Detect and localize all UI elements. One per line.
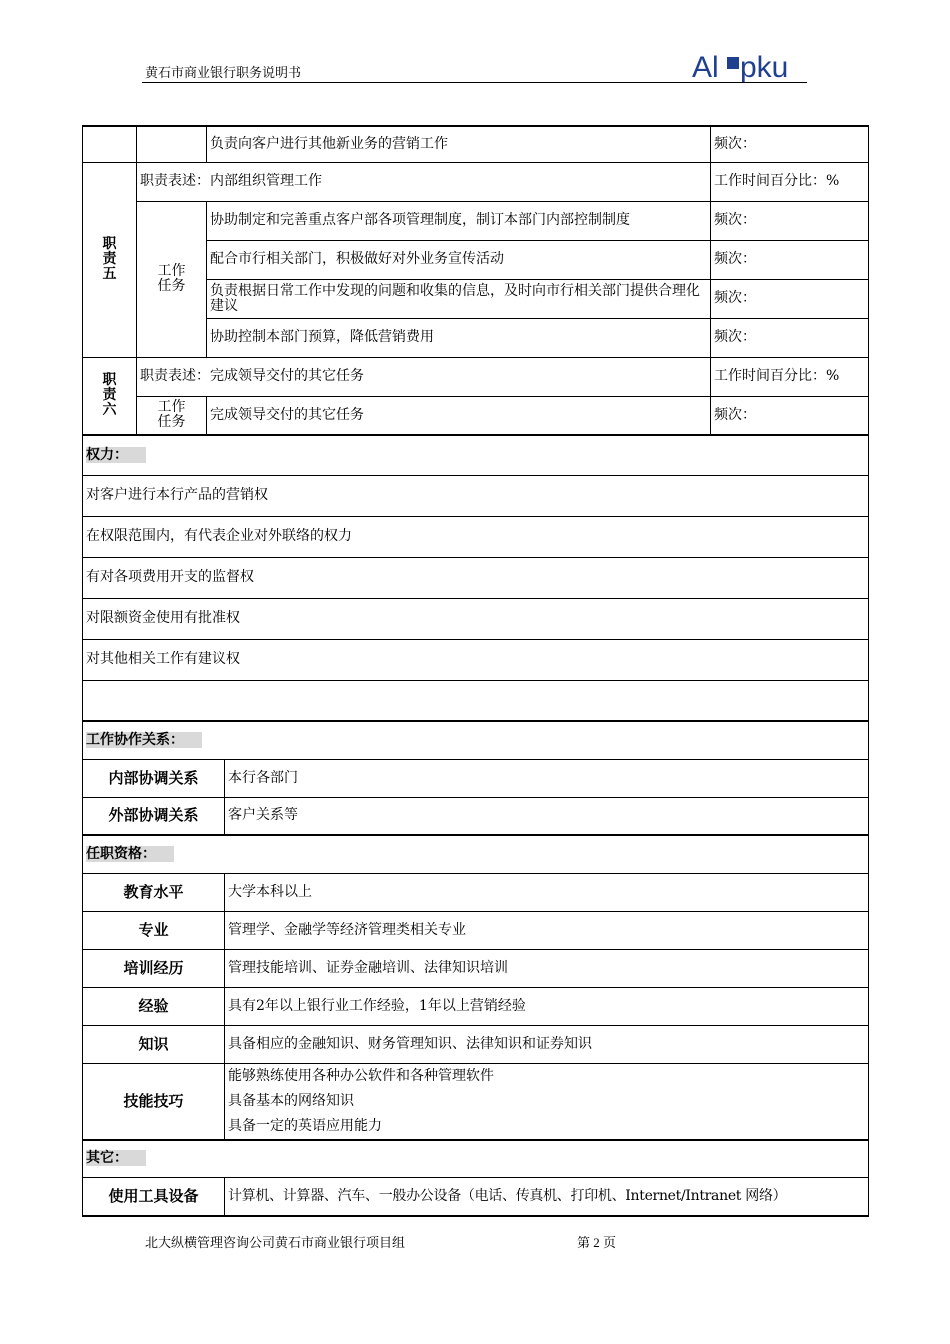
task-text: 负责根据日常工作中发现的问题和收集的信息，及时向市行相关部门提供合理化建议	[207, 279, 711, 318]
frequency-cell: 频次：	[711, 201, 869, 240]
frequency-cell: 频次：	[711, 279, 869, 318]
qualification-label: 专业	[83, 911, 225, 949]
qualification-value: 具备相应的金融知识、财务管理知识、法律知识和证券知识	[225, 1025, 869, 1063]
empty-cell	[137, 126, 207, 162]
duty-five-label: 职 责 五	[83, 162, 137, 357]
frequency-cell: 频次：	[711, 240, 869, 279]
cooperation-section-title: 工作协作关系：	[83, 721, 869, 759]
work-task-label: 工作 任务	[137, 396, 207, 435]
external-relation-label: 外部协调关系	[83, 797, 225, 835]
qualification-value: 管理技能培训、证券金融培训、法律知识培训	[225, 949, 869, 987]
qualification-label: 培训经历	[83, 949, 225, 987]
skills-label: 技能技巧	[83, 1063, 225, 1140]
task-text: 协助制定和完善重点客户部各项管理制度，制订本部门内部控制制度	[207, 201, 711, 240]
skill-item: 能够熟练使用各种办公软件和各种管理软件	[228, 1067, 494, 1084]
task-text: 负责向客户进行其他新业务的营销工作	[207, 126, 711, 162]
job-description-table	[82, 125, 869, 1217]
header-rule	[142, 82, 807, 83]
powers-section-title: 权力：	[83, 435, 869, 475]
qualification-label: 知识	[83, 1025, 225, 1063]
qualification-label: 经验	[83, 987, 225, 1025]
power-item: 对其他相关工作有建议权	[83, 639, 869, 680]
qualification-value: 具有2年以上银行业工作经验，1年以上营销经验	[225, 987, 869, 1025]
footer-page-number: 第 2 页	[577, 1235, 617, 1250]
time-percentage: 工作时间百分比：%	[711, 357, 869, 396]
qualification-value: 管理学、金融学等经济管理类相关专业	[225, 911, 869, 949]
power-item: 对限额资金使用有批准权	[83, 598, 869, 639]
svg-text:Al: Al	[692, 51, 719, 84]
skill-item: 具备基本的网络知识	[228, 1092, 354, 1109]
time-percentage: 工作时间百分比：%	[711, 162, 869, 201]
svg-text:pku: pku	[740, 51, 789, 84]
external-relation-value: 客户关系等	[225, 797, 869, 835]
other-section-title: 其它：	[83, 1140, 869, 1178]
power-item: 有对各项费用开支的监督权	[83, 557, 869, 598]
work-task-label: 工作 任务	[137, 201, 207, 357]
document-header-title: 黄石市商业银行职务说明书	[145, 65, 302, 80]
task-text: 完成领导交付的其它任务	[207, 396, 711, 435]
tools-label: 使用工具设备	[83, 1178, 225, 1216]
power-item: 对客户进行本行产品的营销权	[83, 475, 869, 516]
task-text: 协助控制本部门预算，降低营销费用	[207, 318, 711, 357]
qualification-label: 教育水平	[83, 873, 225, 911]
duty-statement: 职责表述：内部组织管理工作	[137, 162, 711, 201]
duty-statement: 职责表述：完成领导交付的其它任务	[137, 357, 711, 396]
frequency-cell: 频次：	[711, 396, 869, 435]
skill-item: 具备一定的英语应用能力	[228, 1117, 382, 1134]
frequency-cell: 频次：	[711, 126, 869, 162]
task-text: 配合市行相关部门，积极做好对外业务宣传活动	[207, 240, 711, 279]
internal-relation-value: 本行各部门	[225, 759, 869, 797]
empty-power-row	[83, 680, 869, 721]
skills-value	[225, 1063, 869, 1140]
qualifications-section-title: 任职资格：	[83, 835, 869, 873]
internal-relation-label: 内部协调关系	[83, 759, 225, 797]
footer-company: 北大纵横管理咨询公司黄石市商业银行项目组	[145, 1235, 406, 1250]
empty-cell	[83, 126, 137, 162]
frequency-cell: 频次：	[711, 318, 869, 357]
alpku-logo	[690, 50, 808, 84]
tools-value: 计算机、计算器、汽车、一般办公设备（电话、传真机、打印机、Internet/Intranet 网络）	[225, 1178, 869, 1216]
power-item: 在权限范围内，有代表企业对外联络的权力	[83, 516, 869, 557]
duty-six-label: 职 责 六	[83, 357, 137, 435]
qualification-value: 大学本科以上	[225, 873, 869, 911]
